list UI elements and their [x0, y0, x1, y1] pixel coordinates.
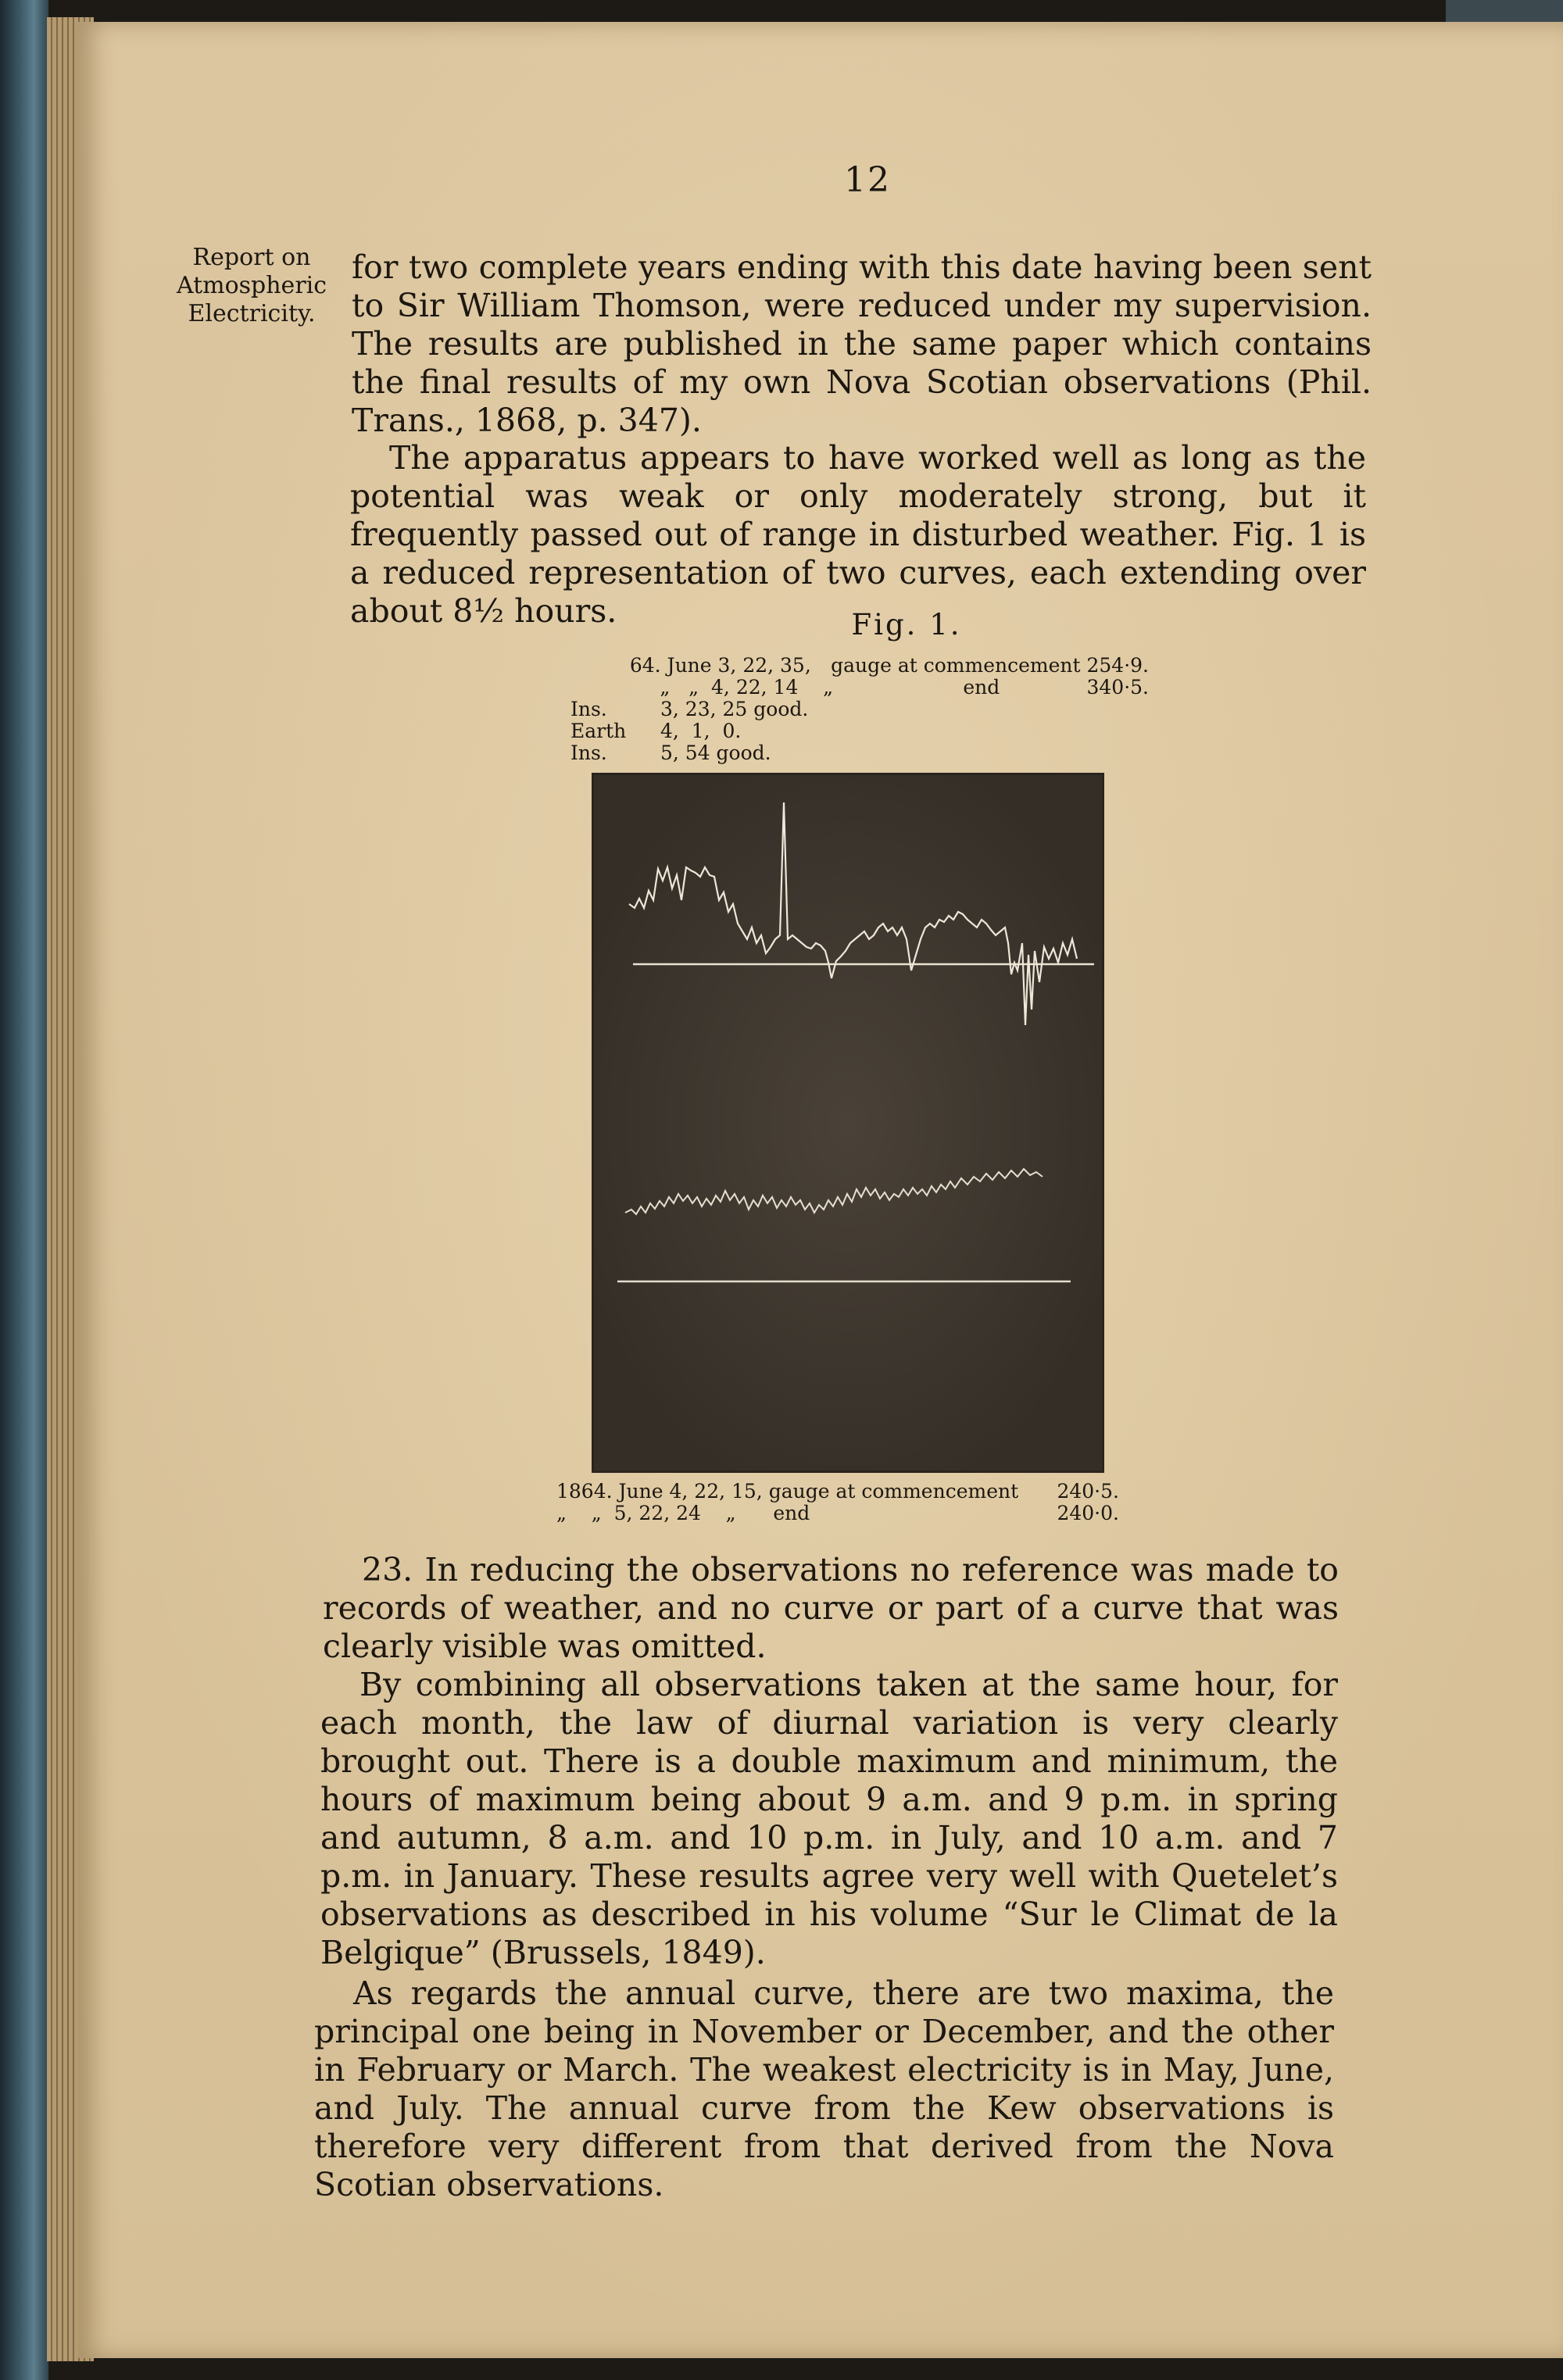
lower-trace — [625, 1169, 1043, 1214]
caption-row: Earth 4, 1, 0. — [570, 720, 742, 742]
figure-title: Fig. 1. — [851, 608, 962, 641]
caption-row: „ „ 5, 22, 24 „ end 240·0. — [556, 1502, 1119, 1524]
electrometer-trace-photograph — [594, 775, 1102, 1471]
caption-row: 1864. June 4, 22, 15, gauge at commencement 240·5. — [556, 1480, 1119, 1503]
book-spine — [0, 0, 48, 2380]
page-number: 12 — [844, 160, 891, 200]
paragraph: By combining all observations taken at the same hour, for each month, the law of diurnal variation is very clearly brought out. There is a double maximum and minimum, the hours of maximum being about 9 a.m. and 9 p.m. in spring and autumn, 8 a.m. and 10 p.m. in July, and 10 a.m. and 7 p.m. in January. These results agree very well with Quetelet’s observations as described in his volume “Sur le Climat de la Belgique” (Brussels, 1849). — [320, 1666, 1338, 1971]
paragraph-23: 23. In reducing the observations no reference was made to records of weather, and no curve or part of a curve that was clearly visible was omitted. — [323, 1551, 1339, 1665]
side-note — [166, 244, 338, 328]
paragraph: As regards the annual curve, there are two maxima, the principal one being in November or December, and the other in February or March. The weakest electricity is in May, June, and July. The annual curve from the Kew observations is therefore very different from that derived from the Nova Scotian observations. — [314, 1974, 1334, 2203]
paragraph: for two complete years ending with this date having been sent to Sir William Thomson, were reduced under my supervision. The results are published in the same paper which contains the final results of my own Nova Scotian observations (Phil. Trans., 1868, p. 347). — [352, 248, 1372, 439]
side-note-line: Electricity. — [188, 300, 316, 327]
paragraph: The apparatus appears to have worked well as long as the potential was weak or only moderately strong, but it frequently passed out of range in disturbed weather. Fig. 1 is a reduced representation of two curves, each extending over about 8½ hours. — [350, 439, 1366, 630]
cover-corner — [1446, 0, 1563, 23]
caption-row: 64. June 3, 22, 35, gauge at commencement 254·9. — [629, 654, 1149, 677]
caption-row: „ „ 4, 22, 14 „ end 340·5. — [660, 676, 1149, 699]
side-note-line: Atmospheric — [176, 272, 327, 299]
caption-row: Ins. 5, 54 good. — [570, 742, 771, 764]
upper-trace — [629, 802, 1077, 1025]
figure-caption-bottom — [556, 1481, 1119, 1524]
side-note-line: Report on — [192, 244, 311, 271]
caption-row: Ins. 3, 23, 25 good. — [570, 698, 809, 720]
trace-svg — [594, 775, 1102, 1471]
figure-caption-top — [570, 655, 1149, 764]
